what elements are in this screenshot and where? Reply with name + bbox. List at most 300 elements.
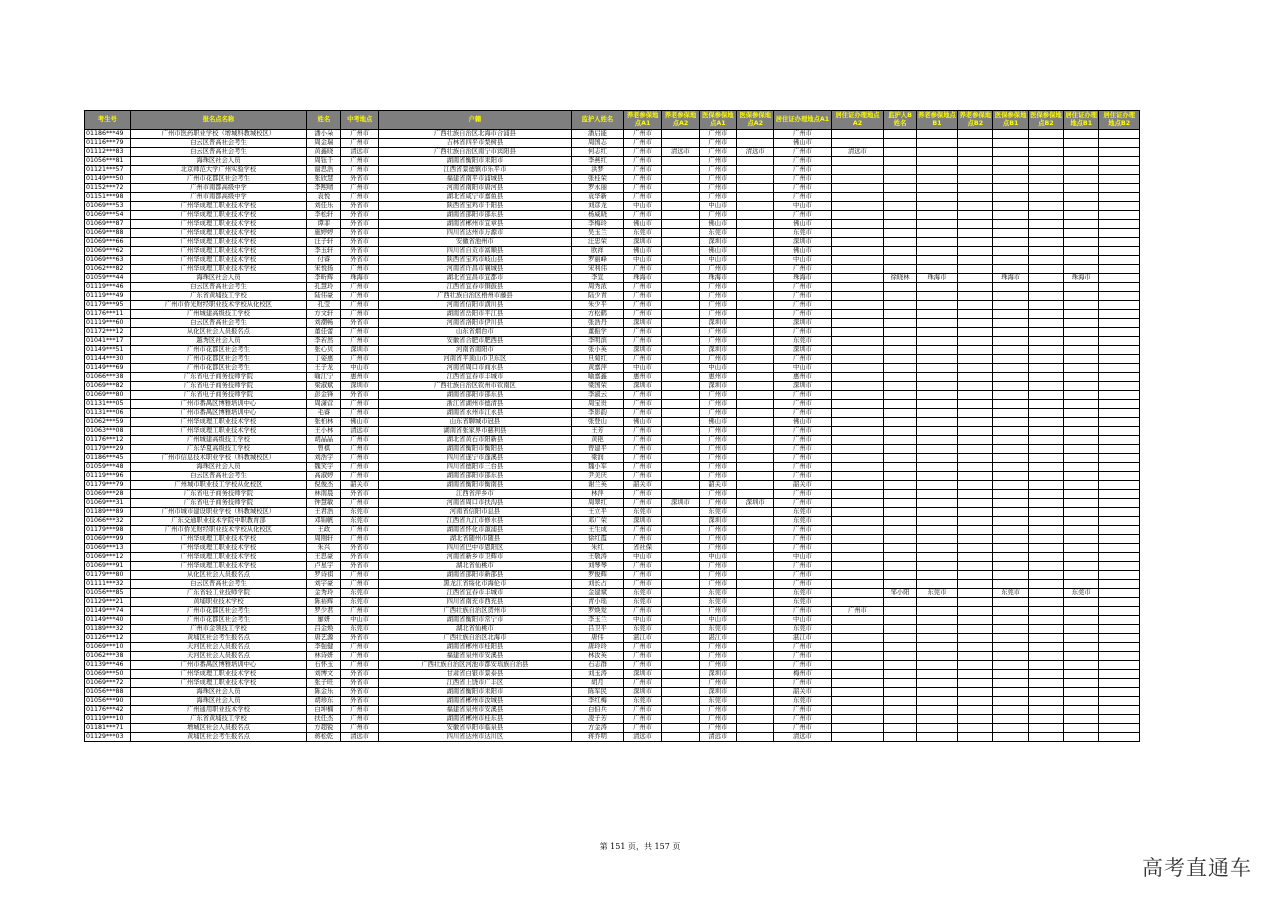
table-cell: 白云区普高社会考生 [130, 580, 307, 589]
table-cell: 广州市 [623, 139, 661, 148]
table-cell [884, 652, 916, 661]
table-cell: 01144***30 [85, 355, 131, 364]
table-cell [737, 562, 774, 571]
table-cell [831, 733, 884, 742]
table-cell [1028, 139, 1063, 148]
table-cell [737, 715, 774, 724]
table-cell [1099, 400, 1140, 409]
table-row [85, 436, 1140, 445]
table-cell: 东莞市 [623, 508, 661, 517]
table-cell [831, 319, 884, 328]
table-cell [737, 355, 774, 364]
table-cell [993, 130, 1028, 139]
table-cell [1099, 733, 1140, 742]
table-cell [884, 715, 916, 724]
table-cell: 01121***57 [85, 166, 131, 175]
table-cell [1028, 409, 1063, 418]
table-cell: 彭金锋 [307, 391, 341, 400]
table-cell [737, 508, 774, 517]
table-cell [1099, 508, 1140, 517]
table-cell: 广州市 [699, 211, 736, 220]
table-cell: 省社保 [623, 544, 661, 553]
table-cell [916, 310, 958, 319]
table-cell: 广州市 [774, 454, 831, 463]
table-cell [831, 697, 884, 706]
table-cell [958, 247, 993, 256]
table-cell: 河南省洛阳市伊川县 [378, 319, 571, 328]
table-cell: 方松鹤 [571, 310, 623, 319]
table-cell [884, 697, 916, 706]
table-cell [993, 409, 1028, 418]
table-cell [1064, 130, 1099, 139]
table-cell [1099, 490, 1140, 499]
table-cell: 东莞市 [774, 598, 831, 607]
table-cell: 曾棋 [307, 445, 341, 454]
table-cell: 东莞市 [774, 697, 831, 706]
table-cell [831, 436, 884, 445]
table-cell: 中山市 [774, 553, 831, 562]
table-cell [993, 211, 1028, 220]
table-cell [993, 292, 1028, 301]
table-cell: 天河区社会人员报名点 [130, 643, 307, 652]
table-cell [884, 553, 916, 562]
table-cell [1064, 247, 1099, 256]
table-cell [1064, 490, 1099, 499]
table-cell: 李影韵 [571, 409, 623, 418]
table-cell [958, 661, 993, 670]
table-cell: 广州市 [341, 571, 378, 580]
table-cell: 广州市 [774, 706, 831, 715]
table-cell [958, 364, 993, 373]
table-cell [993, 445, 1028, 454]
table-cell [884, 679, 916, 688]
table-cell [884, 346, 916, 355]
table-cell: 深圳市 [774, 382, 831, 391]
table-cell [1099, 364, 1140, 373]
table-cell [737, 481, 774, 490]
table-cell: 广州市 [341, 445, 378, 454]
table-cell: 周宝贵 [571, 400, 623, 409]
table-cell: 陈裕辉 [307, 598, 341, 607]
table-cell [1028, 733, 1063, 742]
table-cell [916, 328, 958, 337]
table-cell [884, 580, 916, 589]
table-cell [884, 319, 916, 328]
table-cell: 广州市 [623, 436, 661, 445]
table-cell [1099, 544, 1140, 553]
table-cell: 01069***91 [85, 562, 131, 571]
table-cell: 广州市 [699, 706, 736, 715]
table-cell [737, 724, 774, 733]
table-cell: 李玉兰 [571, 616, 623, 625]
table-cell [831, 454, 884, 463]
table-cell [831, 463, 884, 472]
table-cell: 01069***54 [85, 211, 131, 220]
table-cell: 白云区普高社会考生 [130, 148, 307, 157]
table-cell: 广州市 [623, 301, 661, 310]
table-cell [662, 427, 699, 436]
table-cell: 广州市 [341, 706, 378, 715]
table-cell: 广州市 [774, 643, 831, 652]
table-cell: 外省市 [341, 211, 378, 220]
table-row [85, 229, 1140, 238]
table-cell [737, 265, 774, 274]
table-row [85, 508, 1140, 517]
table-cell [884, 148, 916, 157]
table-cell: 东莞市 [623, 625, 661, 634]
table-cell [1099, 139, 1140, 148]
table-cell [1064, 319, 1099, 328]
table-cell: 深圳市 [774, 238, 831, 247]
table-cell [884, 535, 916, 544]
table-cell [831, 283, 884, 292]
table-cell [993, 400, 1028, 409]
table-cell [1064, 283, 1099, 292]
table-cell: 江西省宜春市铜鼓县 [378, 283, 571, 292]
table-cell: 林汝英 [571, 652, 623, 661]
table-cell: 东莞市 [774, 625, 831, 634]
table-cell [1099, 463, 1140, 472]
table-cell: 广州市南都高级中学 [130, 184, 307, 193]
table-cell [1064, 436, 1099, 445]
table-cell: 广州市 [623, 472, 661, 481]
table-cell: 广州市 [623, 175, 661, 184]
table-cell: 01069***99 [85, 535, 131, 544]
table-cell: 广州市 [699, 193, 736, 202]
table-cell: 广州市 [699, 580, 736, 589]
table-cell: 广州市 [623, 400, 661, 409]
table-cell: 01069***12 [85, 553, 131, 562]
table-cell [737, 490, 774, 499]
table-cell: 江西省宜春市丰城市 [378, 589, 571, 598]
table-cell [916, 724, 958, 733]
table-cell [1028, 175, 1063, 184]
table-cell [1099, 265, 1140, 274]
table-cell: 外省市 [341, 256, 378, 265]
table-cell [831, 526, 884, 535]
table-cell [1099, 256, 1140, 265]
table-cell: 河南省周口市扶沟县 [378, 499, 571, 508]
table-cell [662, 454, 699, 463]
table-cell [884, 733, 916, 742]
table-cell [884, 364, 916, 373]
table-cell [993, 427, 1028, 436]
table-cell: 广州市 [774, 427, 831, 436]
table-cell: 广州市 [699, 355, 736, 364]
table-cell [884, 562, 916, 571]
table-cell: 清远市 [341, 427, 378, 436]
table-cell [737, 571, 774, 580]
table-cell [884, 661, 916, 670]
table-row [85, 526, 1140, 535]
table-cell: 朱少平 [571, 301, 623, 310]
table-cell [916, 247, 958, 256]
table-cell: 湖南省郴州市桂东县 [378, 715, 571, 724]
table-cell: 清远市 [774, 733, 831, 742]
table-cell [1064, 706, 1099, 715]
table-row [85, 319, 1140, 328]
table-cell: 中山市 [623, 553, 661, 562]
table-cell [1028, 292, 1063, 301]
table-cell: 深圳市 [341, 346, 378, 355]
table-cell: 01069***87 [85, 220, 131, 229]
table-cell [993, 283, 1028, 292]
table-cell: 韶关市 [623, 481, 661, 490]
table-cell [958, 688, 993, 697]
table-cell: 广州市 [341, 265, 378, 274]
table-cell: 何志红 [571, 148, 623, 157]
table-cell: 黄艳 [571, 436, 623, 445]
table-row [85, 616, 1140, 625]
table-cell [737, 580, 774, 589]
table-cell [958, 184, 993, 193]
column-header: 养老参保地点A1 [623, 111, 661, 130]
table-cell [662, 355, 699, 364]
table-cell: 安徽省阜阳市临泉县 [378, 724, 571, 733]
table-cell [958, 715, 993, 724]
table-cell [1099, 391, 1140, 400]
table-cell [1028, 337, 1063, 346]
table-row [85, 481, 1140, 490]
table-cell [916, 553, 958, 562]
table-cell: 陆伟豪 [307, 292, 341, 301]
table-cell: 广州市 [699, 535, 736, 544]
table-cell [1099, 292, 1140, 301]
table-cell: 黄嘉萍 [571, 364, 623, 373]
table-cell [916, 283, 958, 292]
table-cell [1099, 157, 1140, 166]
table-cell: 清远市 [737, 148, 774, 157]
table-cell [958, 571, 993, 580]
table-cell: 广州市 [699, 175, 736, 184]
table-cell [916, 418, 958, 427]
table-cell: 广州市 [623, 445, 661, 454]
table-cell: 深圳市 [699, 238, 736, 247]
table-cell: 李若然 [307, 337, 341, 346]
table-cell: 广州市 [623, 661, 661, 670]
table-cell [831, 175, 884, 184]
table-cell: 01062***82 [85, 265, 131, 274]
table-cell [1028, 382, 1063, 391]
table-cell: 01056***81 [85, 157, 131, 166]
table-cell [662, 166, 699, 175]
table-cell: 01179***80 [85, 571, 131, 580]
table-cell: 珠海市 [916, 274, 958, 283]
table-cell: 清远市 [662, 148, 699, 157]
table-cell: 宋悦扬 [307, 265, 341, 274]
table-cell: 广州市 [341, 472, 378, 481]
table-cell [831, 625, 884, 634]
table-cell: 广州市 [341, 526, 378, 535]
table-cell: 谢思浩 [307, 166, 341, 175]
table-cell: 珠海市 [1064, 274, 1099, 283]
table-cell: 湖北省黄石市阳新县 [378, 436, 571, 445]
table-cell: 清远市 [341, 148, 378, 157]
table-cell: 广州市 [774, 283, 831, 292]
table-cell: 白云区普高社会考生 [130, 283, 307, 292]
table-cell [737, 436, 774, 445]
table-cell [993, 625, 1028, 634]
table-cell [1064, 454, 1099, 463]
table-cell [916, 355, 958, 364]
table-cell [662, 436, 699, 445]
table-cell: 广州市 [699, 139, 736, 148]
table-row [85, 310, 1140, 319]
table-cell [1064, 301, 1099, 310]
table-cell [1064, 499, 1099, 508]
table-cell [916, 157, 958, 166]
table-cell: 湖南省岳阳市平江县 [378, 310, 571, 319]
table-cell [993, 697, 1028, 706]
table-cell: 江西省景德镇市乐平市 [378, 166, 571, 175]
table-cell [1028, 526, 1063, 535]
table-cell: 东莞市 [774, 517, 831, 526]
table-cell: 01139***46 [85, 661, 131, 670]
table-cell [958, 292, 993, 301]
table-cell [662, 400, 699, 409]
table-cell [1028, 589, 1063, 598]
table-cell [1028, 643, 1063, 652]
table-cell [662, 670, 699, 679]
table-cell: 广州市花都区社会考生 [130, 607, 307, 616]
table-cell [1028, 166, 1063, 175]
table-cell [737, 382, 774, 391]
table-cell: 广州通用职业技术学校 [130, 706, 307, 715]
table-row [85, 175, 1140, 184]
table-cell [831, 373, 884, 382]
table-cell [884, 670, 916, 679]
table-cell [1028, 580, 1063, 589]
table-cell: 佛山市 [341, 418, 378, 427]
table-cell: 中山市 [699, 202, 736, 211]
table-cell: 广州市 [699, 571, 736, 580]
table-cell: 深圳市 [623, 670, 661, 679]
table-cell: 邓广荣 [571, 517, 623, 526]
table-cell: 01189***32 [85, 625, 131, 634]
table-cell: 外省市 [341, 391, 378, 400]
table-cell: 广州市番禺区博雅培训中心 [130, 400, 307, 409]
table-cell [737, 238, 774, 247]
table-cell: 佛山市 [699, 247, 736, 256]
table-cell [831, 166, 884, 175]
table-cell [884, 418, 916, 427]
column-header: 报名点名称 [130, 111, 307, 130]
table-cell: 广州城建高级技工学校 [130, 310, 307, 319]
table-cell [884, 571, 916, 580]
table-cell: 广州市 [341, 661, 378, 670]
table-cell [1099, 310, 1140, 319]
table-cell: 广州市 [774, 130, 831, 139]
table-cell: 广州市番禺区博雅培训中心 [130, 409, 307, 418]
table-cell [1064, 553, 1099, 562]
table-cell: 01149***74 [85, 607, 131, 616]
table-cell: 中山市 [699, 364, 736, 373]
table-cell [662, 445, 699, 454]
table-cell: 广州市 [341, 157, 378, 166]
table-cell: 中山市 [623, 202, 661, 211]
table-cell [1064, 670, 1099, 679]
table-cell: 广州市 [699, 607, 736, 616]
table-cell: 东莞市 [916, 589, 958, 598]
table-cell: 01131***05 [85, 400, 131, 409]
table-cell [993, 454, 1028, 463]
table-cell [831, 490, 884, 499]
table-cell: 01119***96 [85, 472, 131, 481]
table-cell [993, 418, 1028, 427]
table-cell: 01176***11 [85, 310, 131, 319]
table-cell [958, 472, 993, 481]
table-cell: 广州市 [699, 148, 736, 157]
table-cell [737, 472, 774, 481]
table-cell [958, 400, 993, 409]
table-cell [1028, 535, 1063, 544]
table-cell [993, 679, 1028, 688]
table-cell: 湖北省随州市随县 [378, 535, 571, 544]
table-cell: 广州市 [623, 166, 661, 175]
table-cell: 东莞市 [699, 625, 736, 634]
table-cell: 深圳市 [623, 319, 661, 328]
table-cell [1028, 508, 1063, 517]
table-cell: 01149***69 [85, 364, 131, 373]
table-cell [1028, 238, 1063, 247]
table-cell [916, 688, 958, 697]
table-cell: 安徽省合肥市肥西县 [378, 337, 571, 346]
table-cell [1028, 472, 1063, 481]
table-cell [1028, 265, 1063, 274]
table-row [85, 490, 1140, 499]
table-cell [662, 706, 699, 715]
table-cell [916, 382, 958, 391]
table-cell: 深圳市 [699, 670, 736, 679]
table-cell [831, 328, 884, 337]
table-cell: 广州市 [699, 445, 736, 454]
table-cell: 广州市 [774, 166, 831, 175]
table-cell: 河南省南阳市 [378, 346, 571, 355]
table-cell [993, 247, 1028, 256]
table-cell: 张登山 [571, 418, 623, 427]
table-cell [737, 229, 774, 238]
table-cell [737, 193, 774, 202]
table-cell: 广州市 [341, 166, 378, 175]
table-cell [662, 364, 699, 373]
table-header [85, 111, 1140, 130]
table-cell: 广州市 [341, 400, 378, 409]
table-cell: 广州市 [623, 211, 661, 220]
table-cell [993, 256, 1028, 265]
table-cell: 01119***49 [85, 292, 131, 301]
column-header: 户籍 [378, 111, 571, 130]
table-cell: 广州市 [774, 463, 831, 472]
table-cell: 谭菲 [307, 220, 341, 229]
table-row [85, 238, 1140, 247]
table-cell [1028, 670, 1063, 679]
table-cell [916, 472, 958, 481]
table-row [85, 346, 1140, 355]
page-number: 第 151 页，共 157 页 [599, 842, 681, 851]
table-cell: 广东省轻工业技师学院 [130, 589, 307, 598]
table-cell [662, 724, 699, 733]
table-cell [1028, 157, 1063, 166]
table-cell: 东莞市 [774, 508, 831, 517]
table-cell: 胡晶晶 [307, 436, 341, 445]
table-cell [884, 409, 916, 418]
table-row [85, 598, 1140, 607]
table-cell: 喻嘉鑫 [571, 373, 623, 382]
table-cell [1099, 211, 1140, 220]
table-cell [993, 508, 1028, 517]
table-cell [1099, 418, 1140, 427]
table-cell [958, 598, 993, 607]
